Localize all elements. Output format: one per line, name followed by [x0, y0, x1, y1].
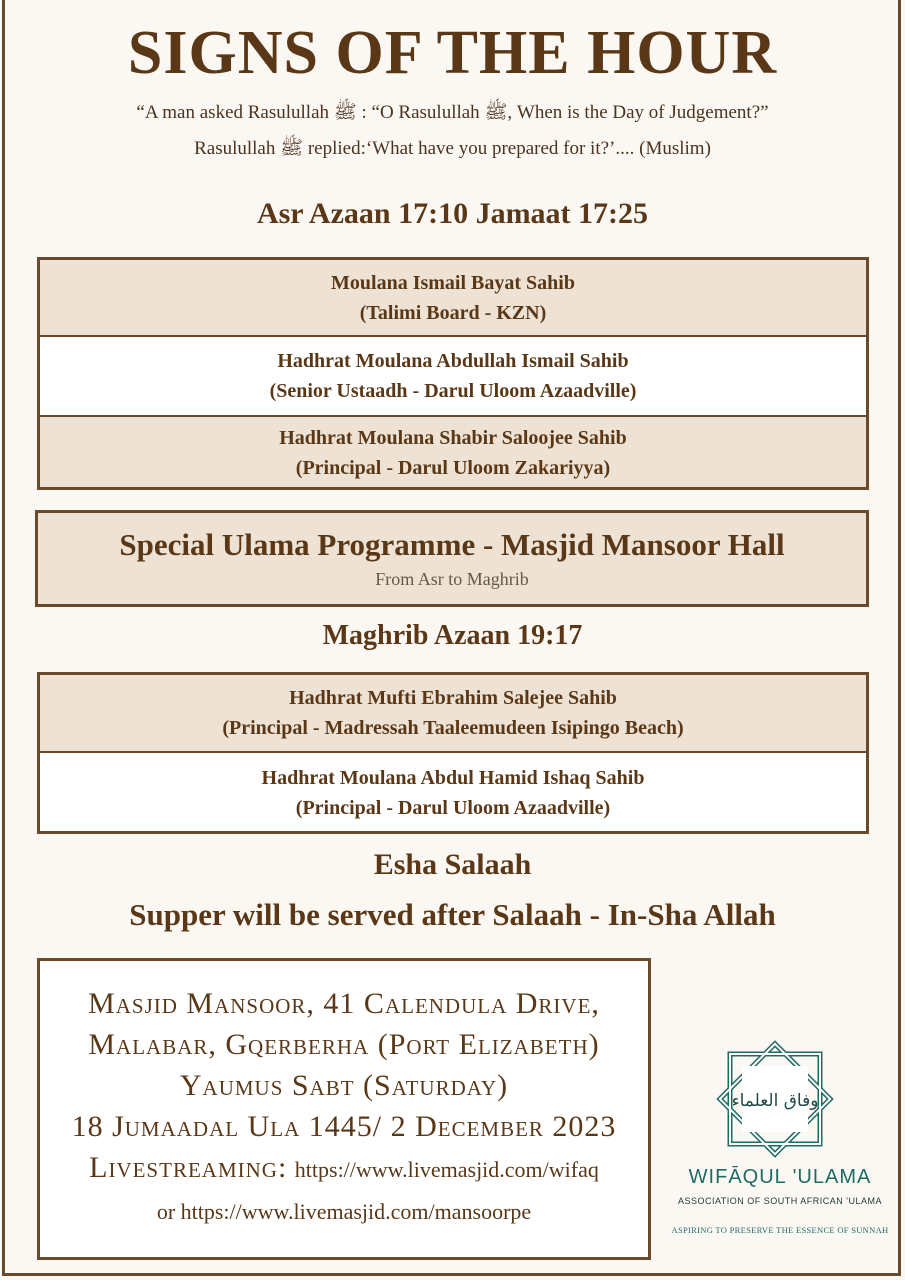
speaker-name: Hadhrat Moulana Abdul Hamid Ishaq Sahib: [261, 767, 645, 789]
page-title: SIGNS OF THE HOUR: [127, 19, 778, 87]
esha-heading: Esha Salaah: [373, 848, 532, 881]
livestream-line: [40, 1147, 648, 1190]
hadith-line-1: “A man asked Rasulullah ﷺ : “O Rasulullah ﷺ, When is the Day of Judgement?”: [136, 102, 769, 123]
hadith-line-2: Rasulullah ﷺ replied:‘What have you prepared for it?’.... (Muslim): [194, 138, 711, 159]
venue-address-line-2: Malabar, Gqerberha (Port Elizabeth): [88, 1028, 600, 1061]
special-programme-box: [35, 510, 869, 607]
organization-subtitle: ASSOCIATION OF SOUTH AFRICAN 'ULAMA: [677, 1196, 883, 1206]
livestream-label: Livestreaming:: [89, 1151, 288, 1184]
speaker-role: (Principal - Madressah Taaleemudeen Isipingo Beach): [222, 717, 684, 739]
livestream-link-mansoor[interactable]: or https://www.livemasjid.com/mansoorpe: [156, 1199, 532, 1224]
asr-speakers-table: [37, 257, 869, 490]
table-row: [40, 335, 866, 415]
speaker-role: (Talimi Board - KZN): [359, 302, 547, 324]
asr-heading: Asr Azaan 17:10 Jamaat 17:25: [256, 197, 649, 230]
table-row: [40, 675, 866, 751]
maghrib-heading: Maghrib Azaan 19:17: [322, 620, 583, 651]
table-row: [40, 415, 866, 487]
speaker-role: (Principal - Darul Uloom Zakariyya): [295, 457, 611, 479]
speaker-role: (Senior Ustaadh - Darul Uloom Azaadville): [269, 380, 637, 402]
table-row: [40, 260, 866, 335]
special-programme-title: Special Ulama Programme - Masjid Mansoor Hall: [119, 527, 785, 562]
maghrib-speakers-table: [37, 672, 869, 834]
speaker-role: (Principal - Darul Uloom Azaadville): [295, 797, 611, 819]
speaker-name: Hadhrat Moulana Shabir Saloojee Sahib: [279, 427, 627, 449]
speaker-name: Hadhrat Mufti Ebrahim Salejee Sahib: [289, 687, 617, 709]
wifaqul-ulama-logo: [700, 1030, 850, 1170]
venue-day: Yaumus Sabt (Saturday): [179, 1069, 509, 1102]
speaker-name: Moulana Ismail Bayat Sahib: [331, 272, 575, 294]
special-programme-time: From Asr to Maghrib: [375, 569, 529, 589]
supper-heading: Supper will be served after Salaah - In-Sha Allah: [129, 897, 776, 932]
venue-box: [37, 958, 651, 1260]
speaker-name: Hadhrat Moulana Abdullah Ismail Sahib: [277, 350, 629, 372]
organization-tagline: ASPIRING TO PRESERVE THE ESSENCE OF SUNNAH: [671, 1225, 889, 1235]
logo-calligraphy: وفاق العلماء: [731, 1091, 819, 1111]
organization-name: WIFĀQUL 'ULAMA: [688, 1166, 872, 1188]
venue-address-line-1: Masjid Mansoor, 41 Calendula Drive,: [88, 987, 600, 1020]
table-row: [40, 751, 866, 831]
venue-date: 18 Jumaadal Ula 1445/ 2 December 2023: [71, 1110, 617, 1143]
livestream-link-wifaq[interactable]: https://www.livemasjid.com/wifaq: [294, 1157, 599, 1182]
